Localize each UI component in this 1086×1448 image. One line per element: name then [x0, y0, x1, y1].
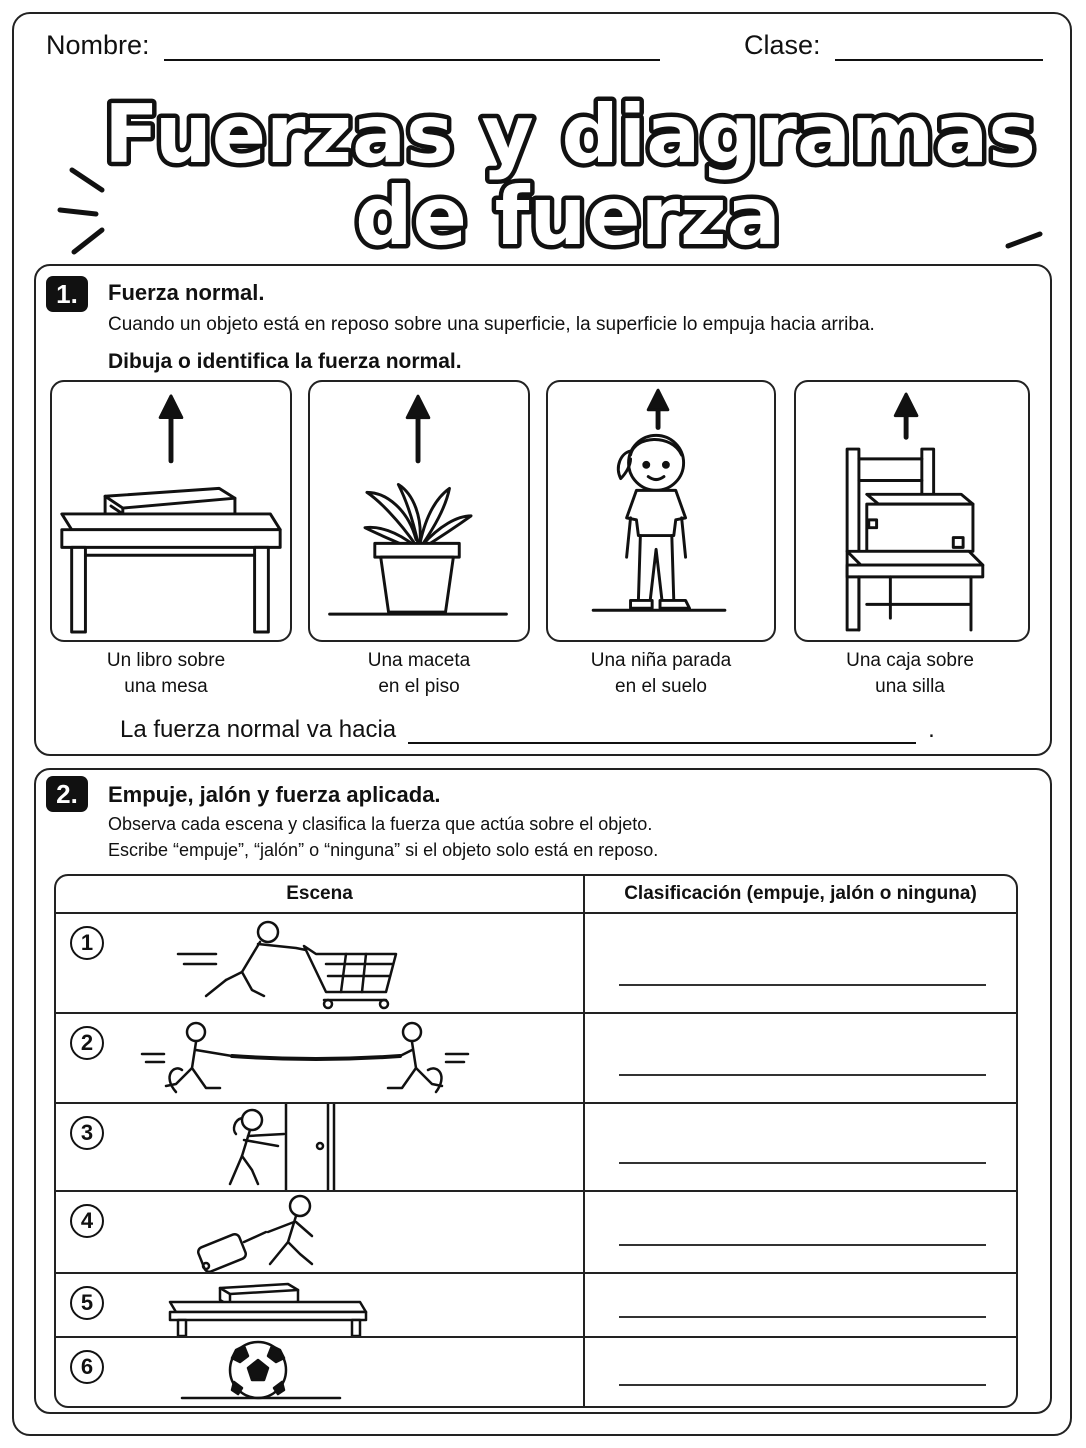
girl-standing-icon — [548, 382, 774, 640]
boy-pushing-cart-icon — [56, 914, 583, 1012]
table-row — [56, 1338, 1016, 1406]
scene-cell-5 — [56, 1274, 585, 1338]
normal-force-answer-line[interactable] — [408, 718, 916, 744]
worksheet-title — [0, 62, 1086, 262]
answer-cell-2[interactable] — [585, 1014, 1016, 1104]
book-on-table-icon — [52, 382, 290, 640]
row-number-4: 4 — [70, 1204, 104, 1238]
classification-table — [54, 874, 1018, 1408]
title-line-1: Fuerzas y diagramas — [104, 88, 1036, 181]
table-row — [56, 1014, 1016, 1104]
answer-cell-1[interactable] — [585, 914, 1016, 1014]
table-row — [56, 1192, 1016, 1274]
burst-lines-left-icon — [60, 170, 102, 252]
answer-cell-6[interactable] — [585, 1338, 1016, 1406]
caption-plant-pot: Una maceta en el piso — [367, 650, 471, 697]
answer-cell-3[interactable] — [585, 1104, 1016, 1192]
answer-line-4[interactable] — [619, 1244, 986, 1246]
section-1-title: Fuerza normal. — [108, 280, 265, 305]
column-header-scene: Escena — [56, 876, 585, 914]
table-row — [56, 1104, 1016, 1192]
class-field — [744, 30, 1043, 61]
scene-cell-2 — [56, 1014, 585, 1104]
caption-girl-standing: Una niña parada en el suelo — [590, 650, 732, 697]
section-2-description-1: Observa cada escena y clasifica la fuerza que actúa sobre el objeto. — [108, 814, 653, 834]
fill-suffix: . — [928, 716, 935, 743]
book-on-table-small-icon — [56, 1274, 583, 1336]
section-2-title: Empuje, jalón y fuerza aplicada. — [108, 782, 441, 807]
column-header-classification: Clasificación (empuje, jalón o ninguna) — [585, 876, 1016, 914]
caption-book-on-table: Un libro sobre una mesa — [106, 650, 226, 697]
section-2-description-2: Escribe “empuje”, “jalón” o “ninguna” si el objeto solo está en reposo. — [108, 840, 659, 860]
card-plant-pot — [308, 380, 530, 642]
section-1-badge: 1. — [46, 276, 88, 312]
answer-line-1[interactable] — [619, 984, 986, 986]
box-on-chair-icon — [796, 382, 1028, 640]
answer-line-3[interactable] — [619, 1162, 986, 1164]
answer-line-6[interactable] — [619, 1384, 986, 1386]
answer-cell-5[interactable] — [585, 1274, 1016, 1338]
answer-line-5[interactable] — [619, 1316, 986, 1318]
row-number-5: 5 — [70, 1286, 104, 1320]
caption-box-on-chair: Una caja sobre una silla — [846, 650, 974, 697]
scene-cell-1 — [56, 914, 585, 1014]
scene-cell-4 — [56, 1192, 585, 1274]
title-line-2: de fuerza — [355, 170, 781, 262]
table-row — [56, 914, 1016, 1014]
table-row — [56, 1274, 1016, 1338]
answer-line-2[interactable] — [619, 1074, 986, 1076]
name-input-line[interactable] — [164, 33, 660, 61]
section-1-instruction: Dibuja o identifica la fuerza normal. — [108, 350, 462, 373]
tug-of-war-icon — [56, 1014, 583, 1102]
burst-lines-right-icon — [1000, 234, 1040, 262]
row-number-2: 2 — [70, 1026, 104, 1060]
boy-pulling-suitcase-icon — [56, 1192, 583, 1272]
row-number-3: 3 — [70, 1116, 104, 1150]
name-field — [46, 30, 660, 61]
class-input-line[interactable] — [835, 33, 1043, 61]
row-number-6: 6 — [70, 1350, 104, 1384]
scene-cell-3 — [56, 1104, 585, 1192]
scene-cell-6 — [56, 1338, 585, 1406]
fill-prefix: La fuerza normal va hacia — [120, 716, 397, 743]
name-label: Nombre: — [46, 30, 150, 60]
card-book-on-table — [50, 380, 292, 642]
answer-cell-4[interactable] — [585, 1192, 1016, 1274]
girl-pushing-door-icon — [56, 1104, 583, 1190]
row-number-1: 1 — [70, 926, 104, 960]
soccer-ball-icon — [56, 1338, 583, 1406]
class-label: Clase: — [744, 30, 821, 60]
plant-pot-icon — [310, 382, 528, 640]
card-girl-standing — [546, 380, 776, 642]
section-1-description: Cuando un objeto está en reposo sobre una superficie, la superficie lo empuja hacia arriba. — [108, 314, 875, 335]
card-box-on-chair — [794, 380, 1030, 642]
table-header-row — [56, 876, 1016, 914]
normal-force-direction-sentence — [120, 716, 935, 744]
section-2-badge: 2. — [46, 776, 88, 812]
